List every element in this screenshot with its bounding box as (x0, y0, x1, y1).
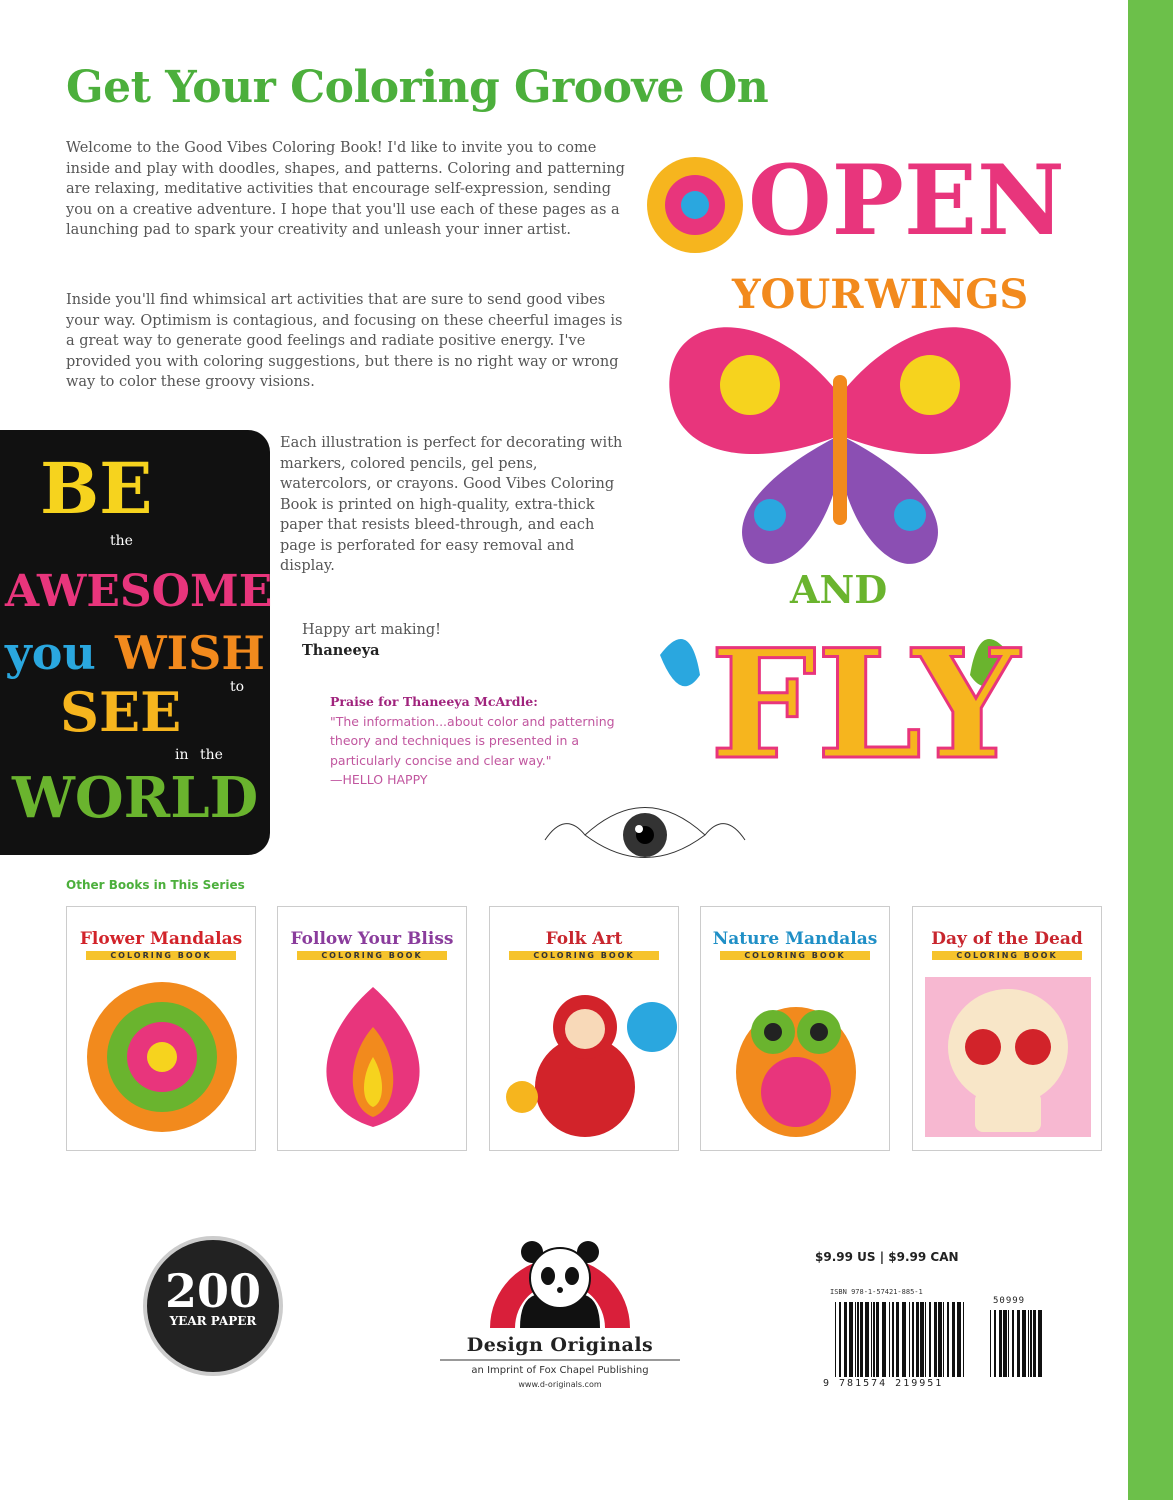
book-title: Nature Mandalas (712, 929, 878, 949)
barcode-bar (934, 1302, 937, 1377)
barcode-bar (909, 1302, 910, 1377)
praise-block (330, 692, 650, 790)
barcode-bar (873, 1302, 875, 1377)
barcode-bar (896, 1302, 899, 1377)
barcode-bar (925, 1302, 926, 1377)
lettering-word: AND (790, 567, 901, 612)
barcode-bar (938, 1302, 942, 1377)
book-cover-folk-art[interactable] (489, 906, 679, 1151)
inside-paragraph: Inside you'll find whimsical art activities that are sure to send good vibes your way. Optimism is contagious, and focusing on these cheerful images is a great way to generate good feelings and radiate positive energy. I've provided you with coloring suggestions, but there is no right way or wrong way to color these groovy visions. (66, 292, 623, 390)
book-subtitle: COLORING BOOK (86, 951, 236, 960)
barcode-bar (1022, 1310, 1026, 1377)
publisher-logo (440, 1240, 680, 1389)
barcode-bar (1028, 1310, 1029, 1377)
barcode-bar (876, 1302, 879, 1377)
book-subtitle: COLORING BOOK (932, 951, 1082, 960)
lettering-word: WISH (115, 626, 281, 680)
book-cover-day-of-the-dead[interactable] (912, 906, 1102, 1151)
illustration-paragraph: Each illustration is perfect for decorating with markers, colored pencils, gel pens, watercolors, or crayons. Good Vibes Coloring Book is printed on high-quality, extra-thick paper that resists bleed-through, and each page is perforated for easy removal and display. (280, 435, 623, 574)
barcode-bar (892, 1302, 894, 1377)
barcode-bar (889, 1302, 890, 1377)
publisher-url[interactable]: www.d-originals.com (518, 1380, 602, 1389)
barcode-bar (860, 1302, 863, 1377)
barcode-bar (844, 1302, 847, 1377)
signature (302, 620, 441, 661)
barcode-bar (912, 1302, 914, 1377)
barcode-bar (1033, 1310, 1036, 1377)
book-cover-flower-mandalas[interactable] (66, 906, 256, 1151)
lettering-word: SEE (60, 680, 201, 744)
green-spine-stripe (1128, 0, 1173, 1500)
eye-doodle (535, 780, 755, 880)
barcode-bar (952, 1302, 955, 1377)
series-label: Other Books in This Series (66, 878, 245, 892)
barcode-bar (1030, 1310, 1032, 1377)
page-title: Get Your Coloring Groove On (66, 62, 769, 113)
book-cover-nature-mandalas[interactable] (700, 906, 890, 1151)
lettering-word: WORLD (12, 765, 259, 831)
lettering-word: FLY (710, 617, 1020, 793)
sign-name: Thaneeya (302, 641, 380, 659)
200-year-paper-seal (143, 1236, 283, 1376)
lettering-word: you (5, 626, 112, 680)
lettering-word: in (175, 747, 193, 763)
isbn-barcode (835, 1302, 965, 1377)
lettering-word: AWESOME (5, 566, 288, 617)
barcode-bar (857, 1302, 859, 1377)
lettering-word: BE (40, 447, 177, 530)
open-your-wings-lettering (640, 135, 1099, 835)
lettering-word: to (230, 679, 249, 695)
barcode-bar (882, 1302, 886, 1377)
lettering-word: WINGS (865, 271, 1043, 318)
barcode-bar (849, 1302, 853, 1377)
addon-barcode (990, 1310, 1040, 1385)
price-label: $9.99 US | $9.99 CAN (815, 1250, 959, 1264)
barcode-bar (916, 1302, 919, 1377)
addon-digits: 50999 (993, 1296, 1026, 1306)
open-your-wings-illustration (640, 135, 1099, 835)
lettering-word: OPEN (748, 144, 1099, 257)
barcode-bar (994, 1310, 996, 1377)
book-subtitle: COLORING BOOK (720, 951, 870, 960)
book-subtitle: COLORING BOOK (509, 951, 659, 960)
barcode-bar (957, 1302, 961, 1377)
lettering-word: YOUR (732, 271, 878, 318)
barcode-bar (990, 1310, 991, 1377)
book-title: Day of the Dead (931, 929, 1083, 949)
panda-logo-icon (480, 1240, 640, 1330)
barcode-bar (963, 1302, 964, 1377)
book-subtitle: COLORING BOOK (297, 951, 447, 960)
publisher-name: Design Originals (440, 1334, 680, 1361)
barcode-digits: 9 781574 219951 (823, 1378, 944, 1389)
barcode-bar (902, 1302, 906, 1377)
seal-text: YEAR PAPER (169, 1314, 257, 1328)
barcode-bar (855, 1302, 856, 1377)
barcode-bar (871, 1302, 872, 1377)
barcode-bar (865, 1302, 869, 1377)
be-awesome-illustration (0, 430, 288, 855)
barcode-bar (1017, 1310, 1020, 1377)
barcode-bar (839, 1302, 841, 1377)
book-cover-follow-your-bliss[interactable] (277, 906, 467, 1151)
lettering-word: the (110, 533, 138, 549)
barcode-bar (1012, 1310, 1014, 1377)
seal-number: 200 (164, 1264, 262, 1318)
barcode-bar (929, 1302, 931, 1377)
barcode-bar (947, 1302, 949, 1377)
book-title: Follow Your Bliss (290, 929, 454, 949)
praise-heading: Praise for Thaneeya McArdle: (330, 694, 538, 709)
praise-quote: "The information...about color and patterning theory and techniques is presented in a particularly concise and clear way." (330, 713, 615, 768)
isbn-text: ISBN 978-1-57421-885-1 (830, 1288, 923, 1296)
barcode-bar (999, 1310, 1002, 1377)
barcode-bar (943, 1302, 944, 1377)
praise-source: —HELLO HAPPY (330, 772, 428, 787)
barcode-bar (1038, 1310, 1042, 1377)
be-awesome-lettering (0, 430, 288, 855)
barcode-bar (920, 1302, 924, 1377)
book-title: Folk Art (545, 929, 623, 949)
intro-paragraph: Welcome to the Good Vibes Coloring Book! I'd like to invite you to come inside and play with doodles, shapes, and patterns. Coloring and patterning are relaxing, meditative activities that encourage self-expression, sending you on a creative adventure. I hope that you'll use each of these pages as a launching pad to spark your creativity and unleash your inner artist. (66, 140, 625, 238)
publisher-imprint: an Imprint of Fox Chapel Publishing (471, 1365, 649, 1376)
barcode-bar (1003, 1310, 1007, 1377)
book-title: Flower Mandalas (79, 929, 243, 949)
barcode-bar (835, 1302, 836, 1377)
sign-line: Happy art making! (302, 622, 441, 638)
lettering-word: the (200, 747, 228, 763)
barcode-bar (1008, 1310, 1009, 1377)
